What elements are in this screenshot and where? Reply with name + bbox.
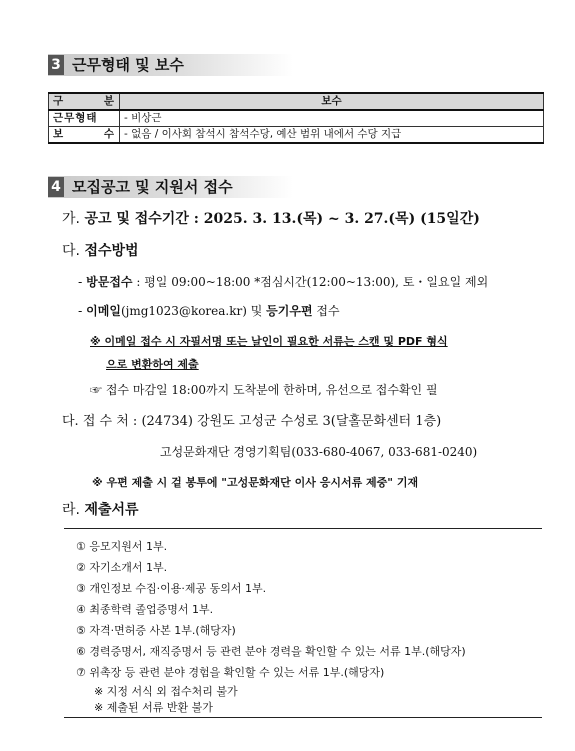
application-method-heading	[62, 240, 139, 260]
section-3-header	[48, 54, 293, 76]
list-item: ④ 최종학력 졸업증명서 1부.	[76, 603, 214, 616]
email-end-text: 접수	[312, 304, 340, 318]
documents-note: ※ 지정 서식 외 접수처리 불가	[94, 685, 238, 698]
list-item: ① 응모지원서 1부.	[76, 540, 168, 553]
section-title: 근무형태 및 보수	[72, 56, 184, 74]
email-label: 이메일	[86, 304, 121, 318]
documents-list-box	[64, 528, 542, 718]
item-marker: 가.	[62, 211, 80, 227]
list-item: ⑥ 경력증명서, 재직증명서 등 관련 분야 경력을 확인할 수 있는 서류 1부.(해당자)	[76, 645, 466, 658]
work-pay-table	[48, 92, 544, 144]
table-row-value: - 비상근	[120, 110, 544, 127]
mail-envelope-note: ※ 우편 제출 시 겉 봉투에 "고성문화재단 이사 응시서류 제중" 기재	[92, 476, 419, 489]
application-method-title: 접수방법	[84, 243, 139, 259]
table-row-label: 보 수	[49, 127, 120, 144]
table-row-label: 근무형태	[49, 110, 120, 127]
item-marker: 다.	[62, 414, 79, 429]
email-address: (jmg1023@korea.kr)	[120, 304, 247, 318]
documents-title: 제출서류	[84, 502, 139, 518]
section-4-header	[48, 176, 293, 198]
table-row	[49, 127, 544, 144]
conjunction: 및	[246, 304, 267, 318]
table-header-pay: 보수	[120, 93, 544, 110]
visit-text: : 평일 09:00~18:00 *점심시간(12:00~13:00), 토・일요일 제외	[132, 275, 489, 289]
table-header-category: 구 분	[49, 93, 120, 110]
submission-label: 접 수 처	[82, 414, 129, 429]
documents-heading	[62, 499, 139, 519]
visit-label: 방문접수	[86, 275, 133, 289]
section-number-badge: 3	[48, 55, 64, 75]
visit-application-line	[78, 273, 488, 290]
table-row	[49, 110, 544, 127]
bullet: -	[78, 275, 87, 289]
table-header-row	[49, 93, 544, 110]
list-item: ⑦ 위촉장 등 관련 분야 경험을 확인할 수 있는 서류 1부.(해당자)	[76, 666, 385, 679]
scan-pdf-note-line1: ※ 이메일 접수 시 자필서명 또는 날인이 필요한 서류는 스캔 및 PDF 형식	[90, 335, 448, 348]
documents-note: ※ 제출된 서류 반환 불가	[94, 701, 213, 714]
application-period	[62, 208, 480, 228]
list-item: ② 자기소개서 1부.	[76, 561, 168, 574]
contact-line: 고성문화재단 경영기획팀(033-680-4067, 033-681-0240)	[160, 445, 478, 459]
item-marker: 라.	[62, 502, 80, 518]
application-period-text: 공고 및 접수기간 : 2025. 3. 13.(목) ~ 3. 27.(목) (15일간)	[84, 211, 480, 227]
item-marker: 다.	[62, 243, 80, 259]
submission-address-line	[62, 410, 441, 429]
section-number-badge: 4	[48, 177, 64, 197]
scan-pdf-note-line2: 으로 변환하여 제출	[106, 358, 199, 371]
bullet: -	[78, 304, 87, 318]
email-application-line	[78, 302, 340, 319]
registered-mail-label: 등기우편	[266, 304, 313, 318]
list-item: ⑤ 자격·면허증 사본 1부.(해당자)	[76, 624, 236, 637]
deadline-note: ☞ 접수 마감일 18:00까지 도착분에 한하며, 유선으로 접수확인 필	[90, 383, 438, 397]
submission-address: : (24734) 강원도 고성군 수성로 3(달홀문화센터 1층)	[128, 414, 442, 429]
table-row-value: - 없음 / 이사회 참석시 참석수당, 예산 범위 내에서 수당 지급	[120, 127, 544, 144]
section-title: 모집공고 및 지원서 접수	[72, 178, 233, 196]
list-item: ③ 개인정보 수집·이용·제공 동의서 1부.	[76, 582, 267, 595]
